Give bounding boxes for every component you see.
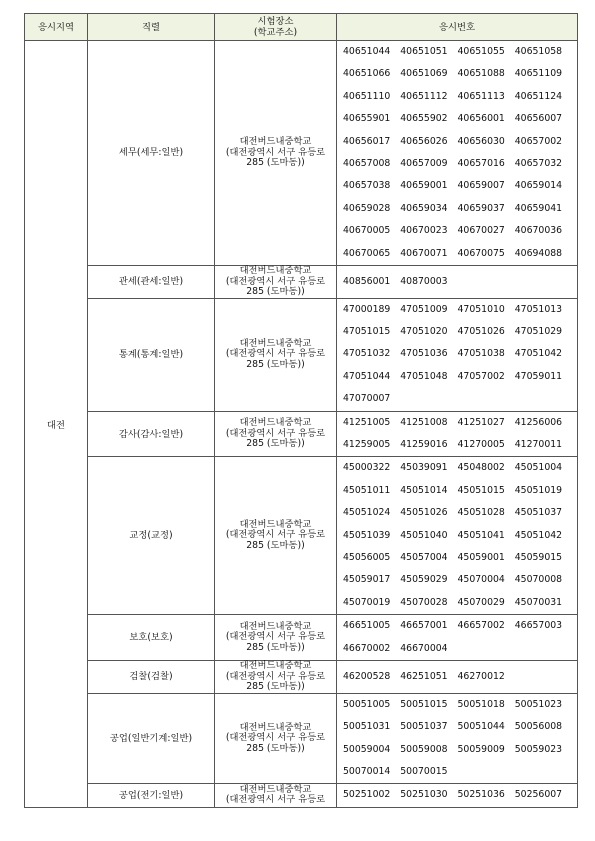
exam-number: 45051019: [514, 484, 563, 496]
exam-number: 45051024: [343, 507, 391, 519]
venue-cell: [215, 784, 337, 807]
exam-number: 40659007: [457, 180, 505, 192]
exam-number: 40651112: [400, 90, 448, 102]
exam-number: 45051042: [514, 529, 563, 541]
header-job: 직렬: [88, 14, 215, 41]
venue-line: (대전광역시 서구 유등로: [225, 529, 326, 541]
exam-number: 40651044: [343, 46, 391, 57]
exam-number: 40651109: [514, 68, 563, 80]
exam-number-cell: [337, 457, 578, 615]
venue-line: (대전광역시 서구 유등로: [225, 275, 326, 287]
exam-number: 50051015: [400, 698, 448, 710]
table-row: [25, 41, 578, 266]
exam-number: 50051023: [514, 698, 563, 710]
exam-number: 40656017: [343, 135, 391, 147]
header-numbers: 응시번호: [337, 14, 578, 41]
table-row: [25, 265, 578, 298]
exam-number: 40651110: [343, 90, 391, 102]
job-cell: 관세(관세:일반): [88, 265, 215, 298]
table-row: [25, 615, 578, 661]
exam-number: 45059001: [457, 551, 505, 563]
venue-cell: [215, 298, 337, 411]
exam-number: 45070028: [400, 596, 448, 608]
exam-number: 47051015: [343, 326, 391, 338]
exam-number: 45070019: [343, 596, 391, 608]
exam-number: 40657016: [457, 157, 505, 169]
exam-number: 46670004: [400, 642, 448, 654]
exam-number: 50051018: [457, 698, 505, 710]
exam-number: 45051015: [457, 484, 505, 496]
exam-number: 45048002: [457, 462, 505, 474]
exam-number: 45051028: [457, 507, 505, 519]
exam-number: 40651066: [343, 68, 391, 80]
exam-number: 40670023: [400, 225, 448, 237]
exam-number: 45059029: [400, 574, 448, 586]
exam-number: 46270012: [457, 670, 505, 682]
exam-number: 47051044: [343, 370, 391, 382]
job-cell: 교정(교정): [88, 457, 215, 615]
exam-number: 40670027: [457, 225, 505, 237]
exam-number: 46251051: [400, 670, 448, 682]
exam-number: 40670005: [343, 225, 391, 237]
venue-line: 285 (도마동)): [246, 540, 305, 552]
exam-number: 41259016: [400, 439, 448, 451]
exam-number: 50051044: [457, 721, 505, 733]
venue-line: 285 (도마동)): [246, 286, 305, 298]
header-row: [25, 14, 578, 41]
venue-line: 285 (도마동)): [246, 742, 305, 754]
job-cell: 보호(보호): [88, 615, 215, 661]
venue-line: 대전버드내중학교: [239, 518, 312, 530]
table-row: [25, 298, 578, 411]
exam-number: 40659034: [400, 202, 448, 214]
table-body: [25, 41, 578, 808]
exam-number: 50251030: [400, 789, 448, 801]
exam-number: 41256006: [514, 416, 563, 428]
exam-number: 47051010: [457, 303, 505, 315]
job-cell: 공업(전기:일반): [88, 784, 215, 807]
exam-number-cell: [337, 784, 578, 807]
exam-number-cell: [337, 693, 578, 784]
venue-cell: [215, 693, 337, 784]
venue-line: 285 (도마동)): [246, 358, 305, 370]
table-row: [25, 411, 578, 457]
exam-number: 40656030: [457, 135, 505, 147]
exam-number-cell: [337, 298, 578, 411]
exam-number: 50070015: [400, 765, 448, 777]
exam-number: 50059004: [343, 743, 391, 755]
exam-number: 45070029: [457, 596, 505, 608]
exam-number: 45051011: [343, 484, 391, 496]
exam-number: 40656001: [457, 113, 505, 125]
exam-number: 50059009: [457, 743, 505, 755]
table-row: [25, 693, 578, 784]
venue-cell: [215, 411, 337, 457]
exam-number: 40657009: [400, 157, 448, 169]
table-row: [25, 660, 578, 693]
venue-cell: [215, 265, 337, 298]
table-row: [25, 457, 578, 615]
venue-cell: [215, 41, 337, 266]
venue-line: 대전버드내중학교: [239, 620, 312, 632]
venue-line: (대전광역시 서구 유등로: [225, 146, 326, 158]
job-cell: 감사(감사:일반): [88, 411, 215, 457]
exam-number: 41270005: [457, 439, 505, 451]
exam-number: 50059023: [514, 743, 563, 755]
exam-number: 50051037: [400, 721, 448, 733]
exam-number: 47051036: [400, 348, 448, 360]
exam-number: 47051029: [514, 326, 563, 338]
exam-number: 40655902: [400, 113, 448, 125]
exam-number: 40651051: [400, 46, 448, 57]
exam-number: 45051026: [400, 507, 448, 519]
exam-number-cell: [337, 615, 578, 661]
job-cell: 검찰(검찰): [88, 660, 215, 693]
exam-number-cell: [337, 660, 578, 693]
exam-number: 40659041: [514, 202, 563, 214]
header-region: 응시지역: [25, 14, 88, 41]
exam-number: 46200528: [343, 670, 391, 682]
job-cell: 통계(통계:일반): [88, 298, 215, 411]
venue-line: (대전광역시 서구 유등로: [225, 427, 326, 439]
table-row: [25, 784, 578, 807]
exam-number: 50051005: [343, 698, 391, 710]
exam-number: 47051042: [514, 348, 563, 360]
exam-number: 45057004: [400, 551, 448, 563]
exam-number: 45051014: [400, 484, 448, 496]
venue-cell: [215, 457, 337, 615]
exam-number: 40670065: [343, 247, 391, 259]
exam-number: 40657002: [514, 135, 563, 147]
venue-line: 285 (도마동)): [246, 438, 305, 450]
exam-number: 45051039: [343, 529, 391, 541]
exam-number: 40694088: [514, 247, 563, 259]
venue-line: (대전광역시 서구 유등로: [225, 348, 326, 360]
exam-number: 50051031: [343, 721, 391, 733]
venue-line: 대전버드내중학교: [239, 264, 312, 276]
header-venue-line2: (학교주소): [253, 27, 298, 38]
venue-line: 285 (도마동)): [246, 157, 305, 169]
exam-number: 41270011: [514, 439, 563, 451]
venue-line: (대전광역시 서구 유등로: [225, 794, 326, 806]
exam-seating-table: [24, 13, 578, 808]
exam-number: 40651058: [514, 46, 563, 57]
venue-line: (대전광역시 서구 유등로: [225, 670, 326, 682]
exam-number: 45056005: [343, 551, 391, 563]
exam-number: 47051009: [400, 303, 448, 315]
exam-number: 40659037: [457, 202, 505, 214]
exam-number: 50059008: [400, 743, 448, 755]
exam-number: 45070004: [457, 574, 505, 586]
exam-number: 50256007: [514, 789, 563, 801]
exam-number: 47051020: [400, 326, 448, 338]
venue-line: 대전버드내중학교: [239, 136, 312, 148]
venue-line: (대전광역시 서구 유등로: [225, 631, 326, 643]
exam-number: 45059015: [514, 551, 563, 563]
exam-number: 40655901: [343, 113, 391, 125]
exam-number: 41251008: [400, 416, 448, 428]
exam-number: 46657002: [457, 620, 505, 632]
exam-number: 41259005: [343, 439, 391, 451]
header-venue-line1: 시험장소: [257, 16, 294, 27]
exam-number: 40656007: [514, 113, 563, 125]
exam-number: 45051040: [400, 529, 448, 541]
exam-number: 47000189: [343, 303, 391, 315]
exam-number: 40657038: [343, 180, 391, 192]
exam-number: 41251027: [457, 416, 505, 428]
venue-line: 285 (도마동)): [246, 641, 305, 653]
exam-number-cell: [337, 41, 578, 266]
venue-line: 285 (도마동)): [246, 681, 305, 693]
exam-number: 46657003: [514, 620, 563, 632]
header-venue: [215, 14, 337, 41]
venue-line: 대전버드내중학교: [239, 783, 312, 795]
venue-line: 대전버드내중학교: [239, 337, 312, 349]
exam-number: 45051041: [457, 529, 505, 541]
venue-line: 대전버드내중학교: [239, 721, 312, 733]
exam-number: 40651069: [400, 68, 448, 80]
exam-number: 46651005: [343, 620, 391, 632]
exam-number: 40656026: [400, 135, 448, 147]
exam-number: 47070007: [343, 393, 391, 405]
exam-number: 46657001: [400, 620, 448, 632]
exam-number: 47051026: [457, 326, 505, 338]
exam-number: 40651113: [457, 90, 505, 102]
job-cell: 공업(일반기계:일반): [88, 693, 215, 784]
exam-number: 45070031: [514, 596, 563, 608]
exam-number: 45000322: [343, 462, 391, 474]
venue-line: 대전버드내중학교: [239, 417, 312, 429]
exam-number: 40670071: [400, 247, 448, 259]
exam-number: 50070014: [343, 765, 391, 777]
exam-number: 45059017: [343, 574, 391, 586]
exam-number: 40651055: [457, 46, 505, 57]
exam-number: 40657032: [514, 157, 563, 169]
region-cell: 대전: [25, 41, 88, 808]
exam-number: 40659028: [343, 202, 391, 214]
exam-number: 47051013: [514, 303, 563, 315]
exam-number: 50056008: [514, 721, 563, 733]
exam-number: 47059011: [514, 370, 563, 382]
exam-number-cell: [337, 265, 578, 298]
job-cell: 세무(세무:일반): [88, 41, 215, 266]
exam-number: 40670075: [457, 247, 505, 259]
exam-number-cell: [337, 411, 578, 457]
exam-number: 45039091: [400, 462, 448, 474]
exam-number: 47051038: [457, 348, 505, 360]
exam-number: 40651088: [457, 68, 505, 80]
venue-cell: [215, 615, 337, 661]
exam-number: 41251005: [343, 416, 391, 428]
exam-number: 50251002: [343, 789, 391, 801]
exam-number: 40856001: [343, 275, 391, 287]
exam-number: 45070008: [514, 574, 563, 586]
exam-number: 40659014: [514, 180, 563, 192]
exam-number: 40659001: [400, 180, 448, 192]
exam-number: 45051037: [514, 507, 563, 519]
venue-line: 대전버드내중학교: [239, 659, 312, 671]
exam-number: 40870003: [400, 275, 448, 287]
exam-number: 50251036: [457, 789, 505, 801]
exam-number: 40670036: [514, 225, 563, 237]
exam-number: 47051032: [343, 348, 391, 360]
exam-number: 47057002: [457, 370, 505, 382]
venue-cell: [215, 660, 337, 693]
exam-number: 40651124: [514, 90, 563, 102]
exam-number: 40657008: [343, 157, 391, 169]
exam-number: 45051004: [514, 462, 563, 474]
venue-line: (대전광역시 서구 유등로: [225, 732, 326, 744]
exam-number: 46670002: [343, 642, 391, 654]
exam-number: 47051048: [400, 370, 448, 382]
